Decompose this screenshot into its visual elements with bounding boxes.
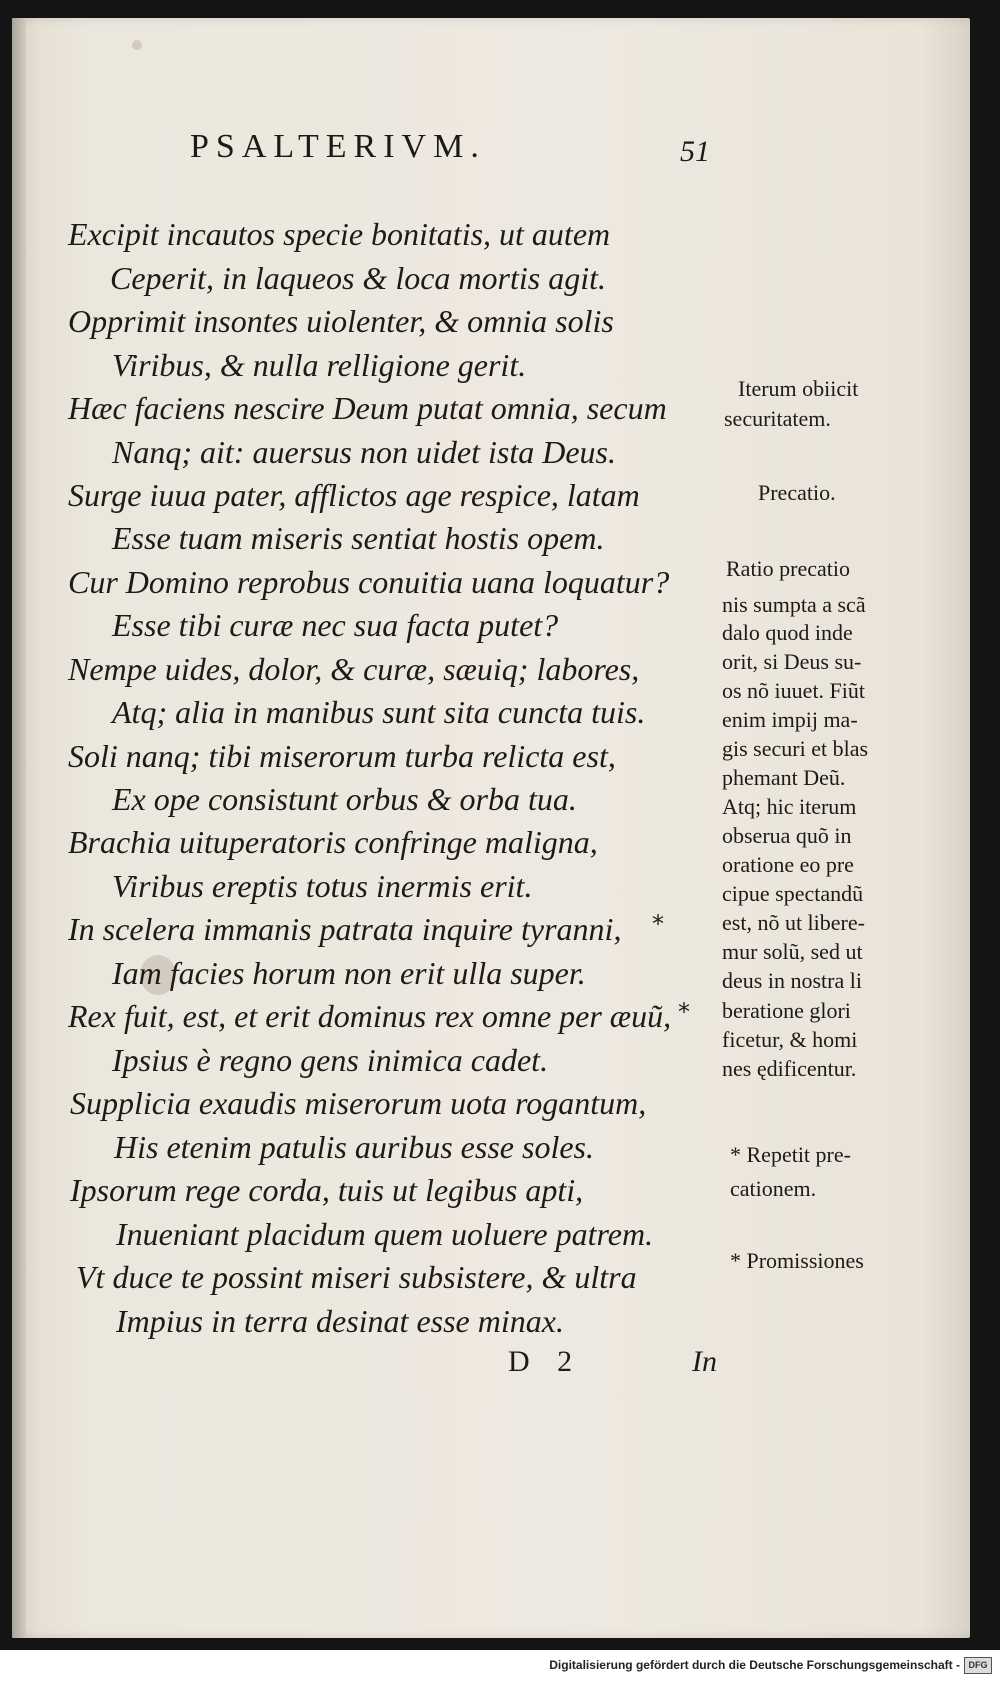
verse-line: Esse tibi curæ nec sua facta putet? (112, 607, 559, 643)
marginal-note-line: gis securi et blas (722, 736, 869, 761)
dfg-logo: DFG (964, 1657, 992, 1674)
verse-line: Ceperit, in laqueos & loca mortis agit. (110, 260, 606, 296)
verse-line: Atq; alia in manibus sunt sita cuncta tuis. (112, 694, 646, 730)
folio-number: 51 (680, 135, 710, 168)
marginal-note-line: est, nõ ut libere- (722, 910, 865, 935)
marginal-note-line: cipue spectandũ (722, 881, 864, 906)
marginal-note-line: dalo quod inde (722, 620, 853, 645)
running-head: PSALTERIVM. (190, 128, 486, 165)
verse-line: Ex ope consistunt orbus & orba tua. (112, 781, 577, 817)
catchword: In (692, 1345, 717, 1378)
verse-line: Nanq; ait: auersus non uidet ista Deus. (112, 434, 616, 470)
marginal-note-line: Atq; hic iterum (722, 794, 857, 819)
marginal-note-line: securitatem. (724, 406, 831, 431)
verse-line: Impius in terra desinat esse minax. (116, 1303, 564, 1339)
marginal-note-line: ficetur, & homi (722, 1027, 858, 1052)
verse-asterisk-marker: * (652, 910, 664, 938)
marginal-note-line: * Repetit pre- (730, 1142, 851, 1167)
verse-line: Iam facies horum non erit ulla super. (112, 955, 586, 991)
marginal-note-line: beratione glori (722, 998, 851, 1023)
verse-line: Ipsius è regno gens inimica cadet. (112, 1042, 549, 1078)
marginal-note-line: nis sumpta a scã (722, 592, 866, 617)
marginal-note-line: Ratio precatio (726, 556, 851, 581)
verse-line: Soli nanq; tibi miserorum turba relicta est, (68, 738, 616, 774)
verse-line: Vt duce te possint miseri subsistere, & ultra (76, 1259, 637, 1295)
marginal-note-line: oratione eo pre (722, 852, 854, 877)
signature-mark: D 2 (508, 1345, 583, 1378)
marginal-note-line: os nõ iuuet. Fiũt (722, 678, 866, 703)
marginal-note-line: Iterum obiicit (738, 376, 859, 401)
verse-line: Viribus ereptis totus inermis erit. (112, 868, 533, 904)
digitization-footer (0, 1650, 1000, 1682)
marginal-note-line: orit, si Deus su- (722, 649, 862, 674)
verse-line: His etenim patulis auribus esse soles. (114, 1129, 594, 1165)
verse-line: In scelera immanis patrata inquire tyranni, (68, 911, 622, 947)
marginal-note-line: cationem. (730, 1176, 817, 1201)
marginal-note-line: Precatio. (758, 480, 836, 505)
verse-asterisk-marker: * (678, 998, 690, 1026)
verse-line: Rex fuit, est, et erit dominus rex omne per æuũ, (68, 998, 672, 1034)
marginal-note-line: nes ędificentur. (722, 1056, 857, 1081)
verse-line: Surge iuua pater, afflictos age respice, latam (68, 477, 640, 513)
verse-line: Opprimit insontes uiolenter, & omnia solis (68, 303, 614, 339)
marginal-note-line: phemant Deũ. (722, 765, 846, 790)
verse-line: Hæc faciens nescire Deum putat omnia, secum (68, 390, 667, 426)
verse-line: Inueniant placidum quem uoluere patrem. (116, 1216, 654, 1252)
verse-line: Excipit incautos specie bonitatis, ut autem (68, 216, 611, 252)
verse-line: Supplicia exaudis miserorum uota rogantum, (70, 1085, 647, 1121)
marginal-note-line: * Promissiones (730, 1248, 864, 1273)
verse-line: Cur Domino reprobus conuitia uana loquatur? (68, 564, 670, 600)
marginal-note-line: mur solũ, sed ut (722, 939, 863, 964)
digitization-notice: Digitalisierung gefördert durch die Deutsche Forschungsgemeinschaft - (549, 1658, 960, 1672)
verse-line: Nempe uides, dolor, & curæ, sæuiq; labores, (68, 651, 640, 687)
verse-line: Viribus, & nulla relligione gerit. (112, 347, 527, 383)
verse-line: Brachia uituperatoris confringe maligna, (68, 824, 598, 860)
verse-line: Ipsorum rege corda, tuis ut legibus apti, (70, 1172, 584, 1208)
marginal-note-line: obserua quõ in (722, 823, 852, 848)
marginal-note-line: deus in nostra li (722, 968, 862, 993)
marginal-note-line: enim impij ma- (722, 707, 858, 732)
verse-line: Esse tuam miseris sentiat hostis opem. (112, 520, 605, 556)
